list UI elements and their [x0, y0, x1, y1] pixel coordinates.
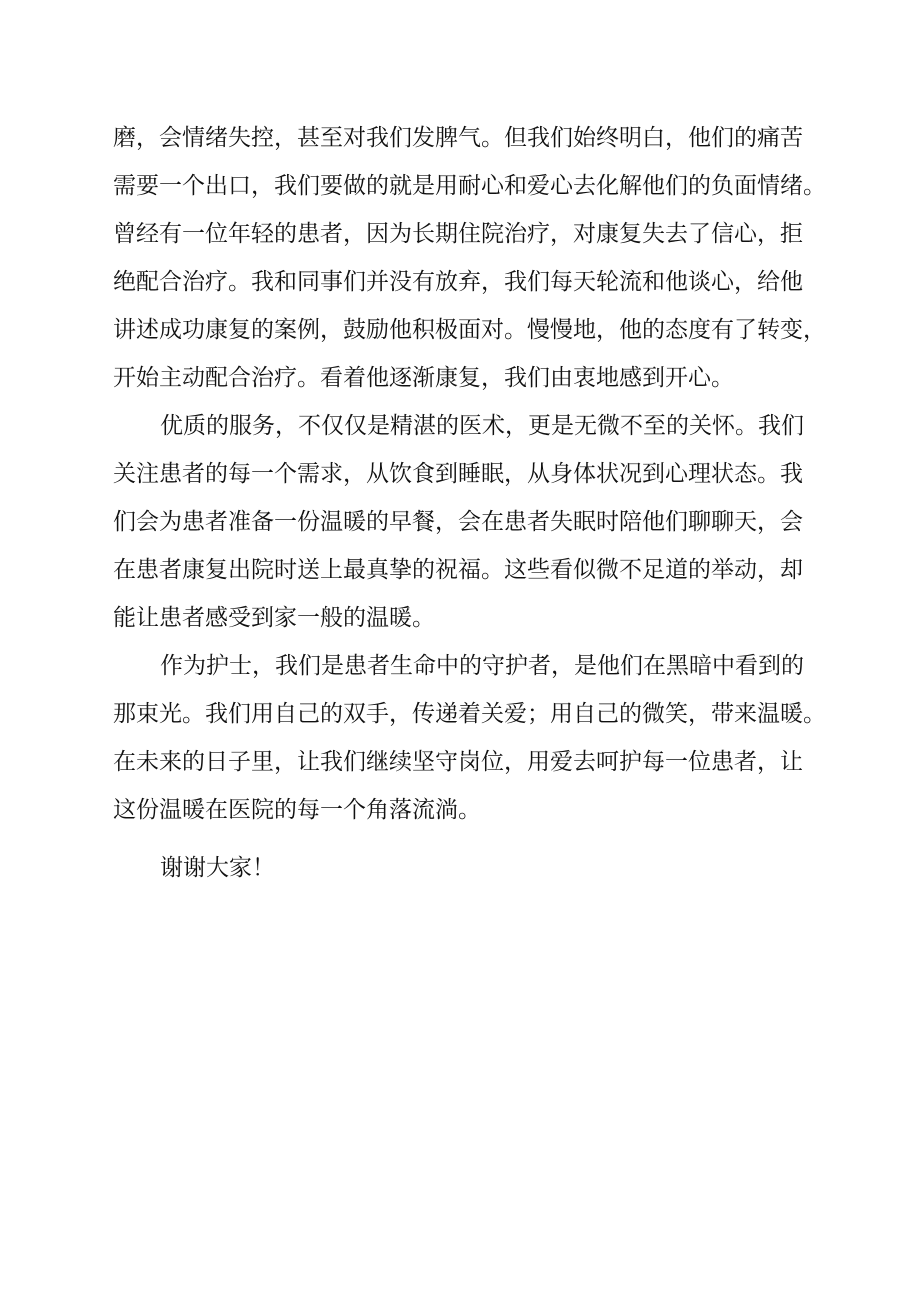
text-line: 们会为患者准备一份温暖的早餐，会在患者失眠时陪他们聊聊天，会 — [113, 509, 803, 535]
text-line: 讲述成功康复的案例，鼓励他积极面对。慢慢地，他的态度有了转变， — [113, 317, 826, 343]
text-line: 在未来的日子里，让我们继续坚守岗位，用爱去呵护每一位患者，让 — [113, 749, 803, 775]
text-line: 优质的服务，不仅仅是精湛的医术，更是无微不至的关怀。我们 — [160, 413, 804, 439]
closing-text: 谢谢大家！ — [160, 855, 275, 881]
text-line: 磨，会情绪失控，甚至对我们发脾气。但我们始终明白，他们的痛苦 — [113, 125, 803, 151]
text-line: 这份温暖在医院的每一个角落流淌。 — [113, 797, 481, 823]
text-line: 绝配合治疗。我和同事们并没有放弃，我们每天轮流和他谈心，给他 — [113, 269, 803, 295]
text-line: 曾经有一位年轻的患者，因为长期住院治疗，对康复失去了信心，拒 — [113, 221, 803, 247]
text-line: 关注患者的每一个需求，从饮食到睡眠，从身体状况到心理状态。我 — [113, 461, 803, 487]
text-line: 作为护士，我们是患者生命中的守护者，是他们在黑暗中看到的 — [160, 653, 804, 679]
text-line: 那束光。我们用自己的双手，传递着关爱；用自己的微笑，带来温暖。 — [113, 701, 826, 727]
text-line: 需要一个出口，我们要做的就是用耐心和爱心去化解他们的负面情绪。 — [113, 173, 826, 199]
text-line: 开始主动配合治疗。看着他逐渐康复，我们由衷地感到开心。 — [113, 365, 734, 391]
text-line: 能让患者感受到家一般的温暖。 — [113, 605, 435, 631]
text-line: 在患者康复出院时送上最真挚的祝福。这些看似微不足道的举动，却 — [113, 557, 803, 583]
